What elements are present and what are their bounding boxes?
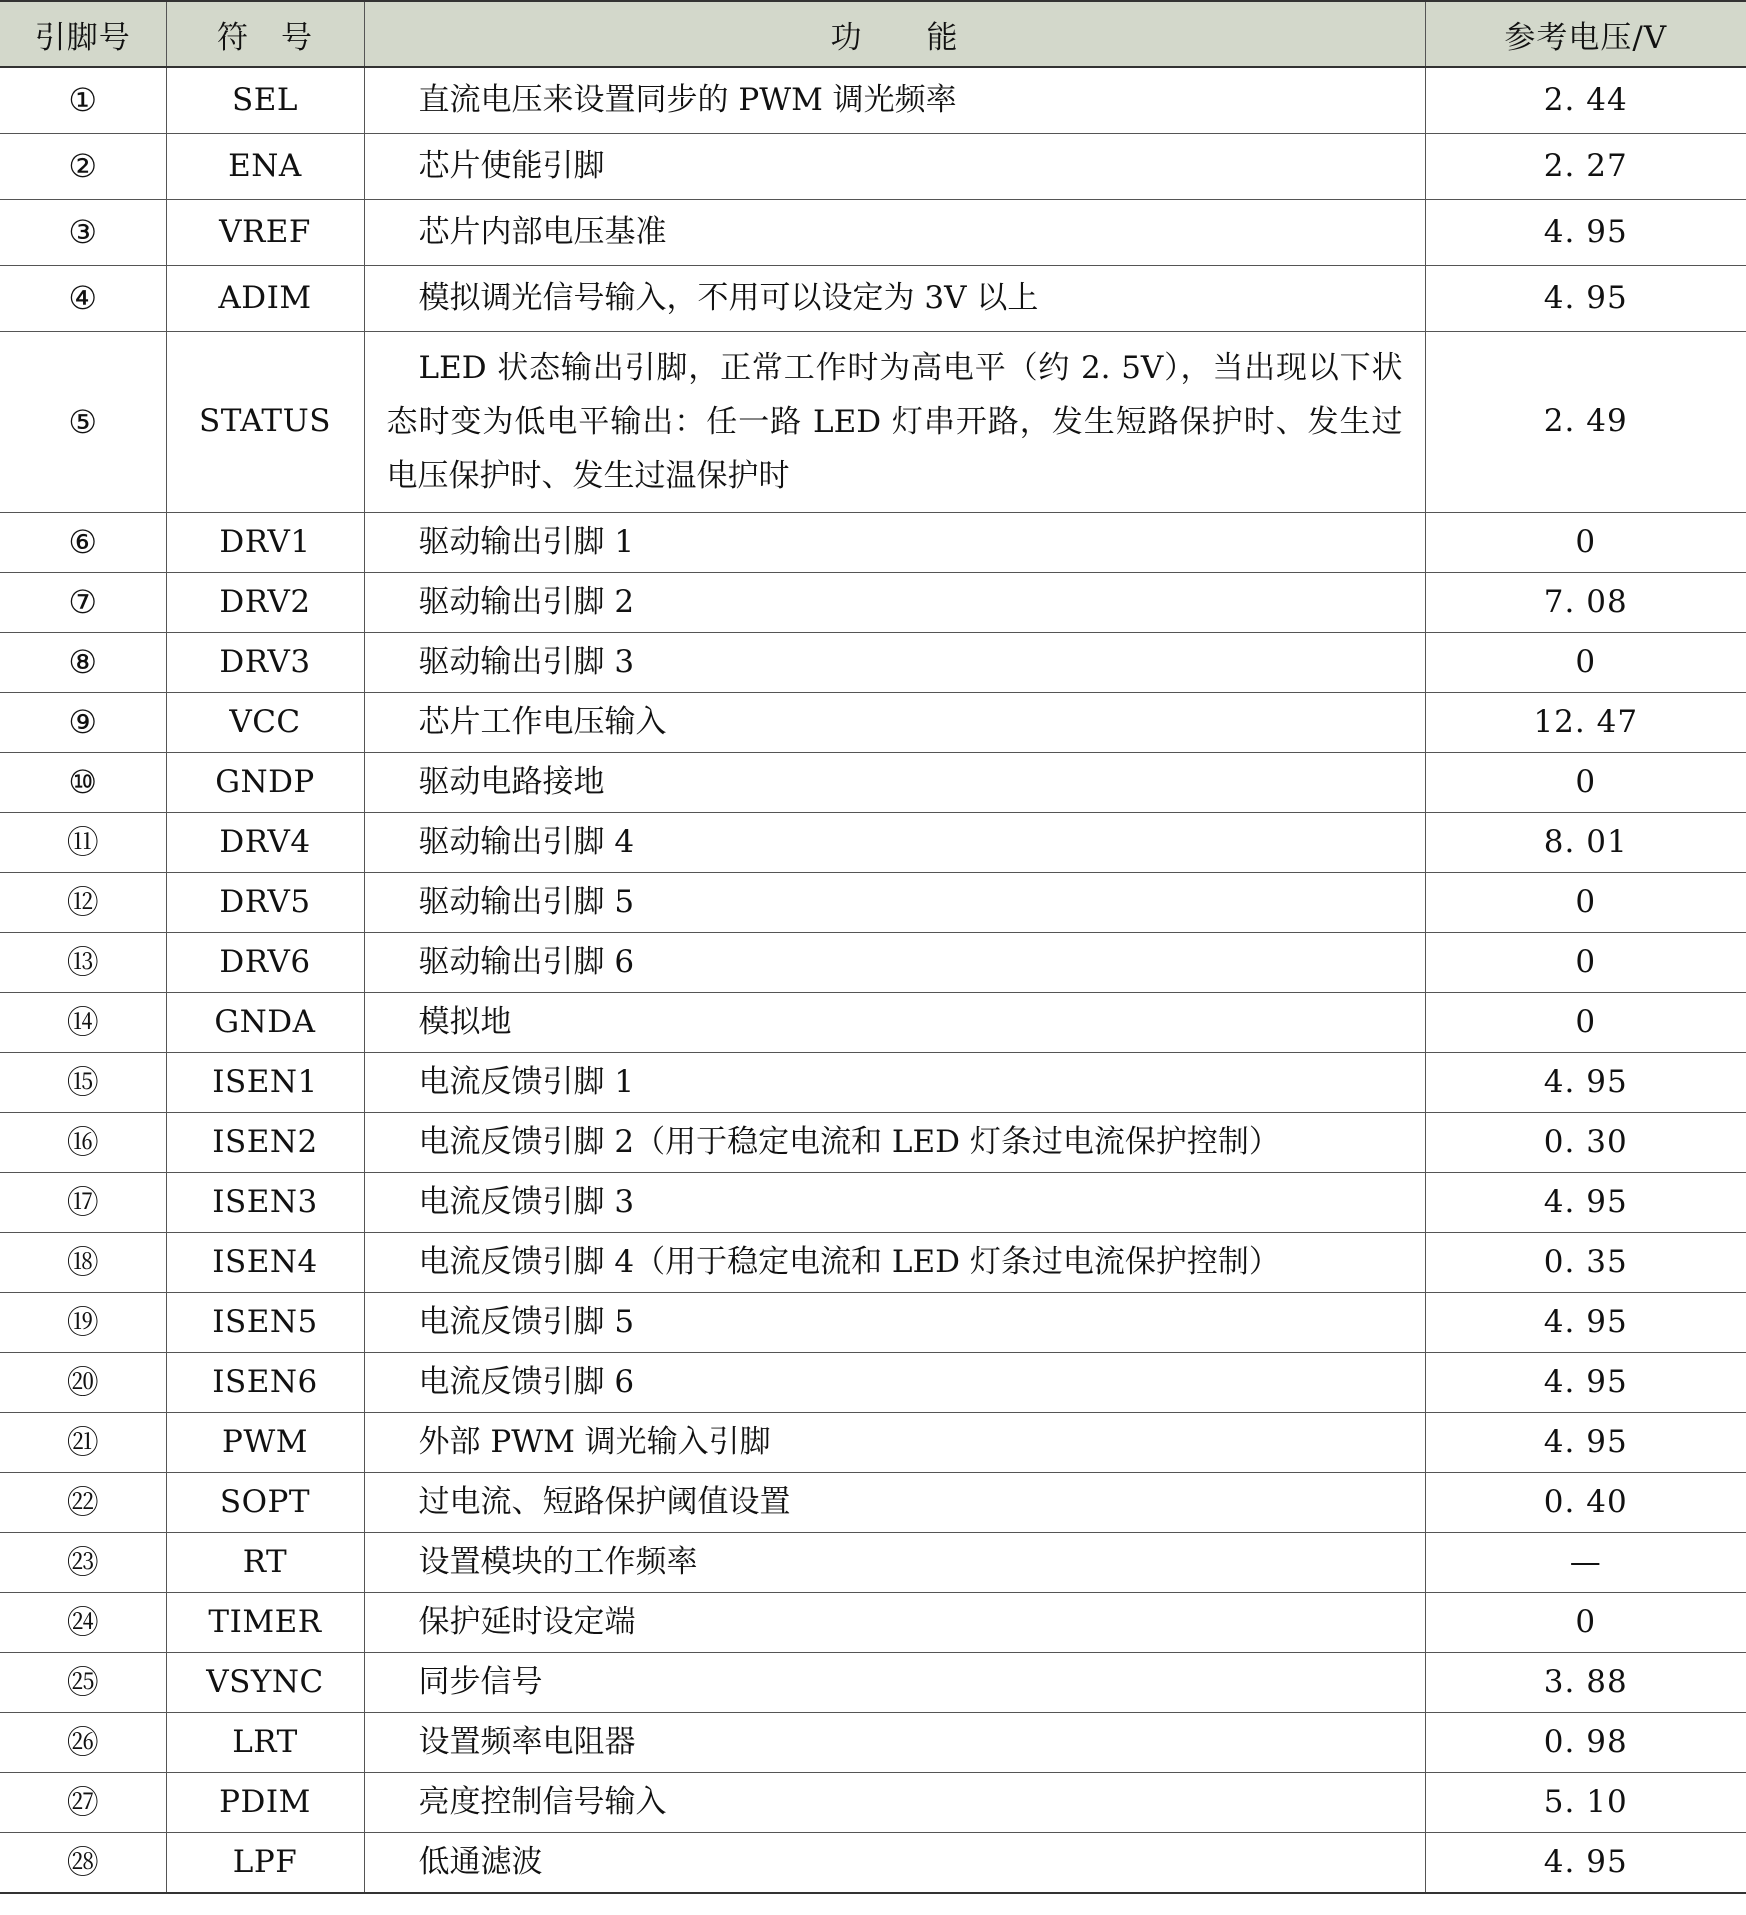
pin-symbol: DRV4 [166,813,364,873]
pin-number: ① [0,67,166,134]
pin-number: ⑱ [0,1233,166,1293]
table-body [0,67,1746,1893]
pin-function: 过电流、短路保护阈值设置 [364,1473,1425,1533]
pin-number: ㉖ [0,1713,166,1773]
pin-number: ④ [0,266,166,332]
pin-symbol: PDIM [166,1773,364,1833]
pin-symbol: ISEN1 [166,1053,364,1113]
pin-function: 驱动电路接地 [364,753,1425,813]
pin-function: 芯片工作电压输入 [364,693,1425,753]
reference-voltage: 0 [1425,753,1746,813]
reference-voltage: 0 [1425,513,1746,573]
reference-voltage: 0 [1425,1593,1746,1653]
pin-symbol: GNDP [166,753,364,813]
table-header [0,1,1746,67]
pin-function: 芯片内部电压基准 [364,200,1425,266]
reference-voltage: 4. 95 [1425,1353,1746,1413]
pin-number: ⑩ [0,753,166,813]
pin-number: ㉘ [0,1833,166,1894]
header-voltage: 参考电压/V [1425,1,1746,67]
table-row [0,1113,1746,1173]
pin-symbol: DRV1 [166,513,364,573]
pin-symbol: GNDA [166,993,364,1053]
pin-number: ⑯ [0,1113,166,1173]
reference-voltage: 0 [1425,993,1746,1053]
pin-number: ⑥ [0,513,166,573]
table-row [0,1053,1746,1113]
table-row [0,1173,1746,1233]
pin-function: 外部 PWM 调光输入引脚 [364,1413,1425,1473]
pin-number: ⑮ [0,1053,166,1113]
pin-symbol: DRV5 [166,873,364,933]
pin-number: ㉑ [0,1413,166,1473]
pin-symbol: LPF [166,1833,364,1894]
table-row [0,332,1746,513]
pin-symbol: DRV6 [166,933,364,993]
pin-number: ⑬ [0,933,166,993]
pin-function: 芯片使能引脚 [364,134,1425,200]
table-row [0,1833,1746,1894]
header-symbol: 符 号 [166,1,364,67]
pin-function: 电流反馈引脚 3 [364,1173,1425,1233]
table-row [0,753,1746,813]
pin-symbol: SEL [166,67,364,134]
pin-number: ㉕ [0,1653,166,1713]
pin-symbol: ADIM [166,266,364,332]
header-row [0,1,1746,67]
pin-number: ㉔ [0,1593,166,1653]
reference-voltage: 12. 47 [1425,693,1746,753]
reference-voltage: 2. 27 [1425,134,1746,200]
table-row [0,67,1746,134]
pin-function: 驱动输出引脚 5 [364,873,1425,933]
pin-function: 设置模块的工作频率 [364,1533,1425,1593]
reference-voltage: 0. 98 [1425,1713,1746,1773]
pin-function: 保护延时设定端 [364,1593,1425,1653]
reference-voltage: 0 [1425,933,1746,993]
table-row [0,513,1746,573]
pin-symbol: VCC [166,693,364,753]
table-row [0,1473,1746,1533]
pin-symbol: ISEN2 [166,1113,364,1173]
pin-symbol: ISEN3 [166,1173,364,1233]
pin-symbol: LRT [166,1713,364,1773]
reference-voltage: 4. 95 [1425,1053,1746,1113]
pin-symbol: DRV3 [166,633,364,693]
pin-number: ⑰ [0,1173,166,1233]
reference-voltage: 0. 35 [1425,1233,1746,1293]
pin-function: 设置频率电阻器 [364,1713,1425,1773]
table-row [0,134,1746,200]
table-row [0,873,1746,933]
reference-voltage: — [1425,1533,1746,1593]
pin-number: ㉗ [0,1773,166,1833]
reference-voltage: 4. 95 [1425,200,1746,266]
reference-voltage: 0 [1425,633,1746,693]
pin-number: ⑪ [0,813,166,873]
reference-voltage: 4. 95 [1425,1833,1746,1894]
pin-function: 驱动输出引脚 1 [364,513,1425,573]
pin-number: ③ [0,200,166,266]
reference-voltage: 5. 10 [1425,1773,1746,1833]
table-row [0,573,1746,633]
reference-voltage: 0. 40 [1425,1473,1746,1533]
header-function: 功 能 [364,1,1425,67]
pin-symbol: ISEN4 [166,1233,364,1293]
pin-symbol: SOPT [166,1473,364,1533]
pin-number: ⑦ [0,573,166,633]
reference-voltage: 2. 49 [1425,332,1746,513]
table-row [0,266,1746,332]
reference-voltage: 0. 30 [1425,1113,1746,1173]
reference-voltage: 8. 01 [1425,813,1746,873]
pin-function: 直流电压来设置同步的 PWM 调光频率 [364,67,1425,134]
pin-symbol: STATUS [166,332,364,513]
header-pin: 引脚号 [0,1,166,67]
table-row [0,1713,1746,1773]
reference-voltage: 4. 95 [1425,1413,1746,1473]
pin-number: ⑫ [0,873,166,933]
pin-symbol: ISEN5 [166,1293,364,1353]
pin-symbol: ENA [166,134,364,200]
reference-voltage: 2. 44 [1425,67,1746,134]
table-row [0,1533,1746,1593]
pin-symbol: DRV2 [166,573,364,633]
pin-number: ㉒ [0,1473,166,1533]
table-row [0,813,1746,873]
reference-voltage: 4. 95 [1425,1293,1746,1353]
pin-function: 驱动输出引脚 2 [364,573,1425,633]
table-row [0,1233,1746,1293]
reference-voltage: 4. 95 [1425,1173,1746,1233]
reference-voltage: 4. 95 [1425,266,1746,332]
pin-symbol: VSYNC [166,1653,364,1713]
pin-symbol: VREF [166,200,364,266]
pin-function: 亮度控制信号输入 [364,1773,1425,1833]
table-row [0,1773,1746,1833]
pin-function: 同步信号 [364,1653,1425,1713]
table-row [0,1293,1746,1353]
table-row [0,1413,1746,1473]
pin-function: 电流反馈引脚 1 [364,1053,1425,1113]
table-row [0,633,1746,693]
pin-symbol: RT [166,1533,364,1593]
table-row [0,693,1746,753]
pin-function: 低通滤波 [364,1833,1425,1894]
pin-number: ㉓ [0,1533,166,1593]
pin-number: ⑲ [0,1293,166,1353]
pin-symbol: TIMER [166,1593,364,1653]
pin-number: ⑳ [0,1353,166,1413]
table-row [0,200,1746,266]
pin-function: LED 状态输出引脚，正常工作时为高电平（约 2. 5V），当出现以下状态时变为低电平输出：任一路 LED 灯串开路，发生短路保护时、发生过电压保护时、发生过温保护时 [364,332,1425,513]
pin-function: 驱动输出引脚 3 [364,633,1425,693]
pin-function: 模拟调光信号输入，不用可以设定为 3V 以上 [364,266,1425,332]
table-row [0,1353,1746,1413]
pin-function: 驱动输出引脚 6 [364,933,1425,993]
pin-number: ⑨ [0,693,166,753]
table-row [0,1593,1746,1653]
pin-function: 电流反馈引脚 4（用于稳定电流和 LED 灯条过电流保护控制） [364,1233,1425,1293]
pin-number: ⑧ [0,633,166,693]
table-row [0,933,1746,993]
pin-symbol: PWM [166,1413,364,1473]
table-row [0,993,1746,1053]
reference-voltage: 7. 08 [1425,573,1746,633]
pin-function: 电流反馈引脚 6 [364,1353,1425,1413]
pin-function: 电流反馈引脚 2（用于稳定电流和 LED 灯条过电流保护控制） [364,1113,1425,1173]
pin-symbol: ISEN6 [166,1353,364,1413]
pin-function: 驱动输出引脚 4 [364,813,1425,873]
pin-function: 电流反馈引脚 5 [364,1293,1425,1353]
table-row [0,1653,1746,1713]
pin-number: ⑤ [0,332,166,513]
pin-function: 模拟地 [364,993,1425,1053]
reference-voltage: 0 [1425,873,1746,933]
reference-voltage: 3. 88 [1425,1653,1746,1713]
pin-number: ② [0,134,166,200]
pin-number: ⑭ [0,993,166,1053]
